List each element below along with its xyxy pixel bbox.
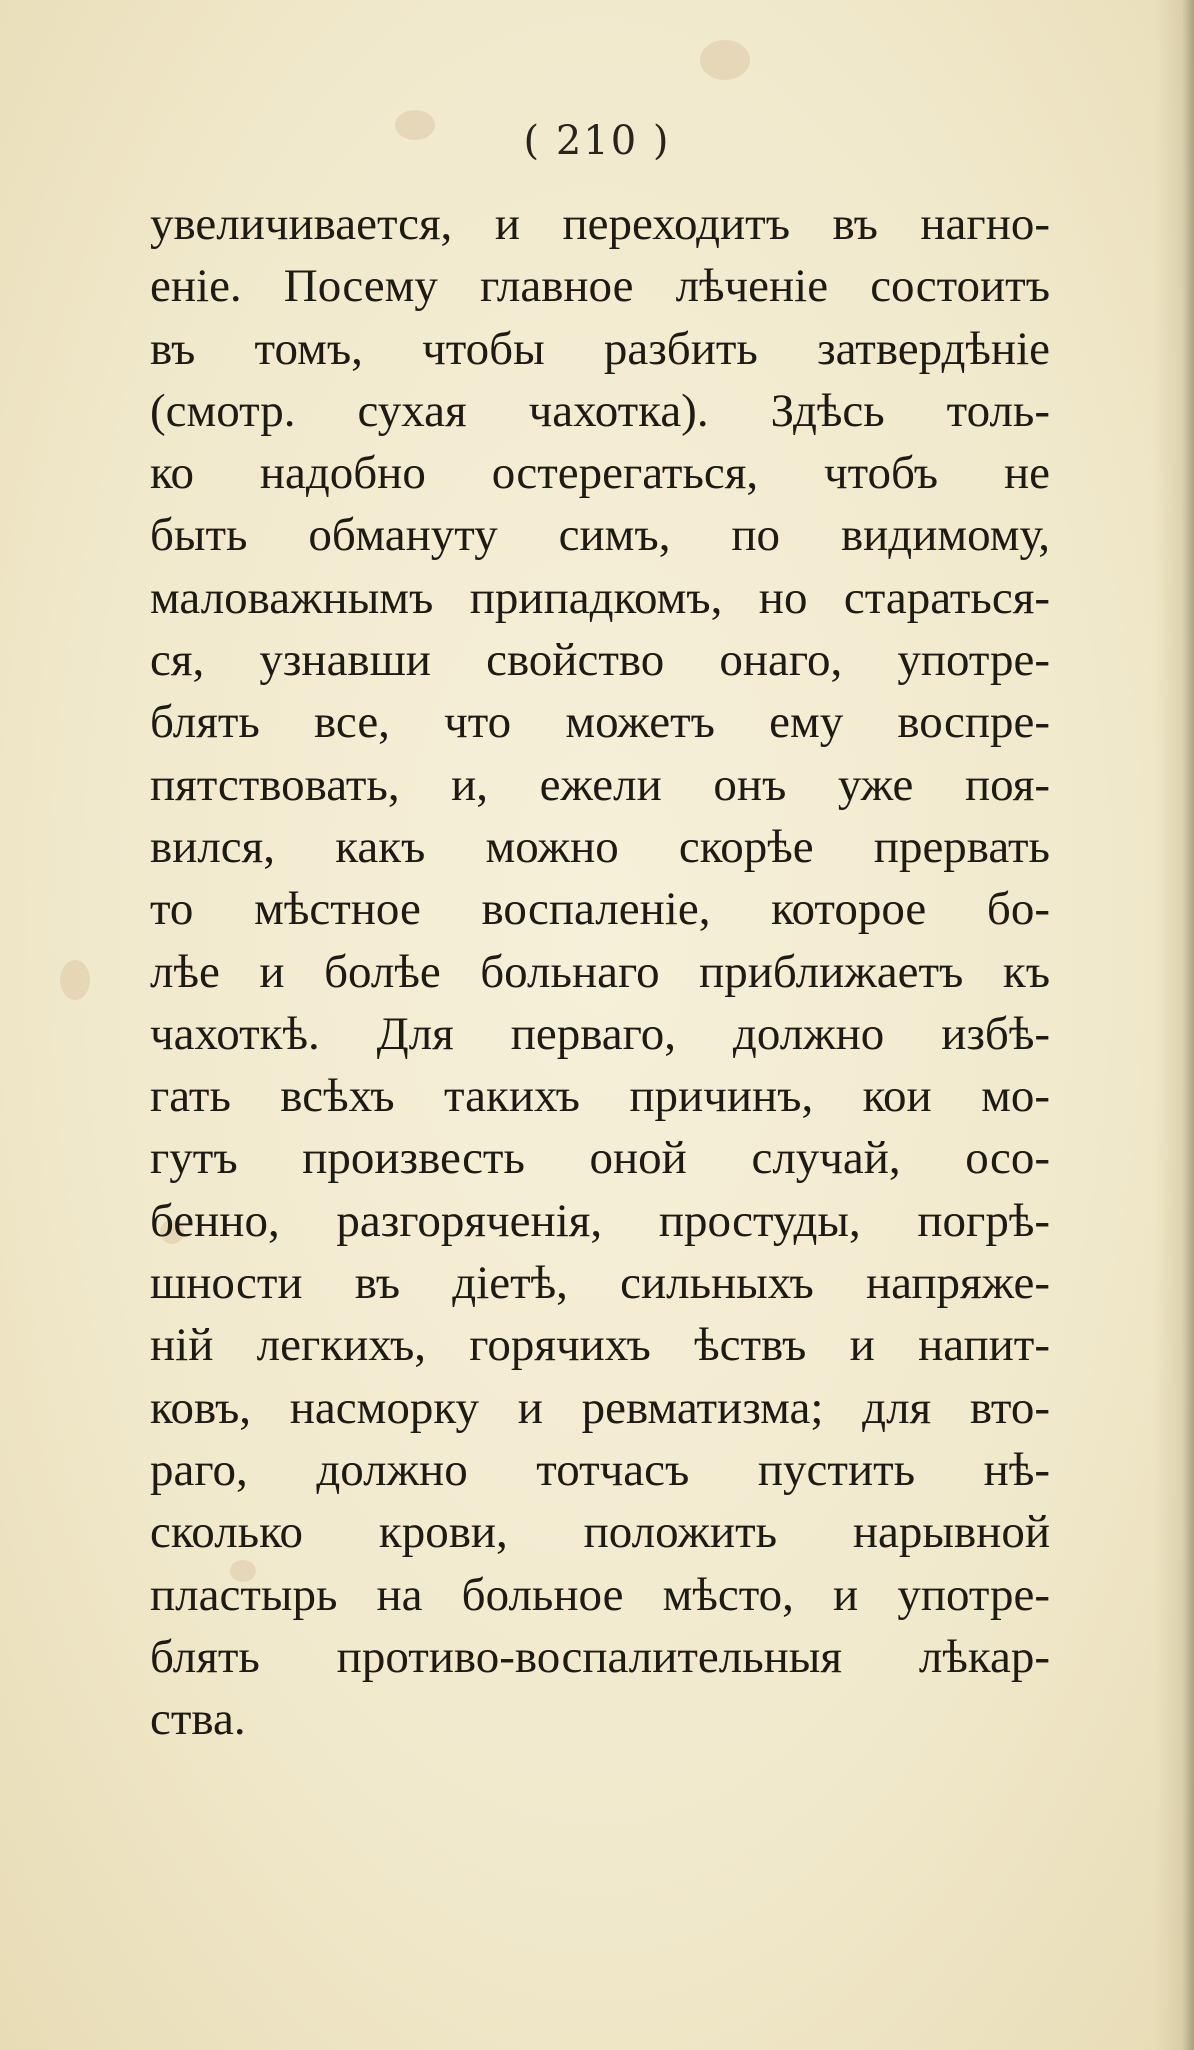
text-line: гать всѣхъ такихъ причинъ, кои мо- [150,1070,1050,1123]
foxing-stain [60,960,90,1000]
text-line: бенно, разгоряченія, простуды, погрѣ- [150,1194,1050,1247]
text-line: чахоткѣ. Для перваго, должно избѣ- [150,1007,1050,1060]
text-line: ній легкихъ, горячихъ ѣствъ и напит- [150,1319,1050,1372]
page-edge-shadow [1154,0,1194,2050]
text-line: быть обмануту симъ, по видимому, [150,509,1050,562]
text-line: ковъ, насморку и ревматизма; для вто- [150,1381,1050,1434]
foxing-stain [700,40,750,80]
text-line: сколько крови, положить нарывной [150,1506,1050,1559]
text-line: блять противо-воспалительныя лѣкар- [150,1630,1050,1683]
text-line: то мѣстное воспаленіе, которое бо- [150,883,1050,936]
text-line: пластырь на больное мѣсто, и употре- [150,1568,1050,1621]
text-line: шности въ діетѣ, сильныхъ напряже- [150,1257,1050,1310]
text-line: блять все, что можетъ ему воспре- [150,696,1050,749]
text-line: увеличивается, и переходитъ въ нагно- [150,198,1050,250]
page-number: ( 210 ) [523,118,671,164]
text-line: въ томъ, чтобы разбить затвердѣніе [150,322,1050,375]
text-line: раго, должно тотчасъ пустить нѣ- [150,1443,1050,1496]
text-line: ства. [150,1693,246,1746]
text-line: лѣе и болѣе больнаго приближаетъ къ [150,945,1050,998]
text-line: ко надобно остерегаться, чтобъ не [150,447,1050,500]
body-text [150,193,1050,1750]
text-line: пятствовать, и, ежели онъ уже поя- [150,758,1050,811]
text-line: вился, какъ можно скорѣе прервать [150,820,1050,873]
text-line: еніе. Посему главное лѣченіе состоитъ [150,260,1050,313]
text-line: маловажнымъ припадкомъ, но стараться- [150,571,1050,624]
text-line: (смотр. сухая чахотка). Здѣсь толь- [150,384,1050,437]
text-line: ся, узнавши свойство онаго, употре- [150,634,1050,687]
text-line: гутъ произвесть оной случай, осо- [150,1132,1050,1185]
